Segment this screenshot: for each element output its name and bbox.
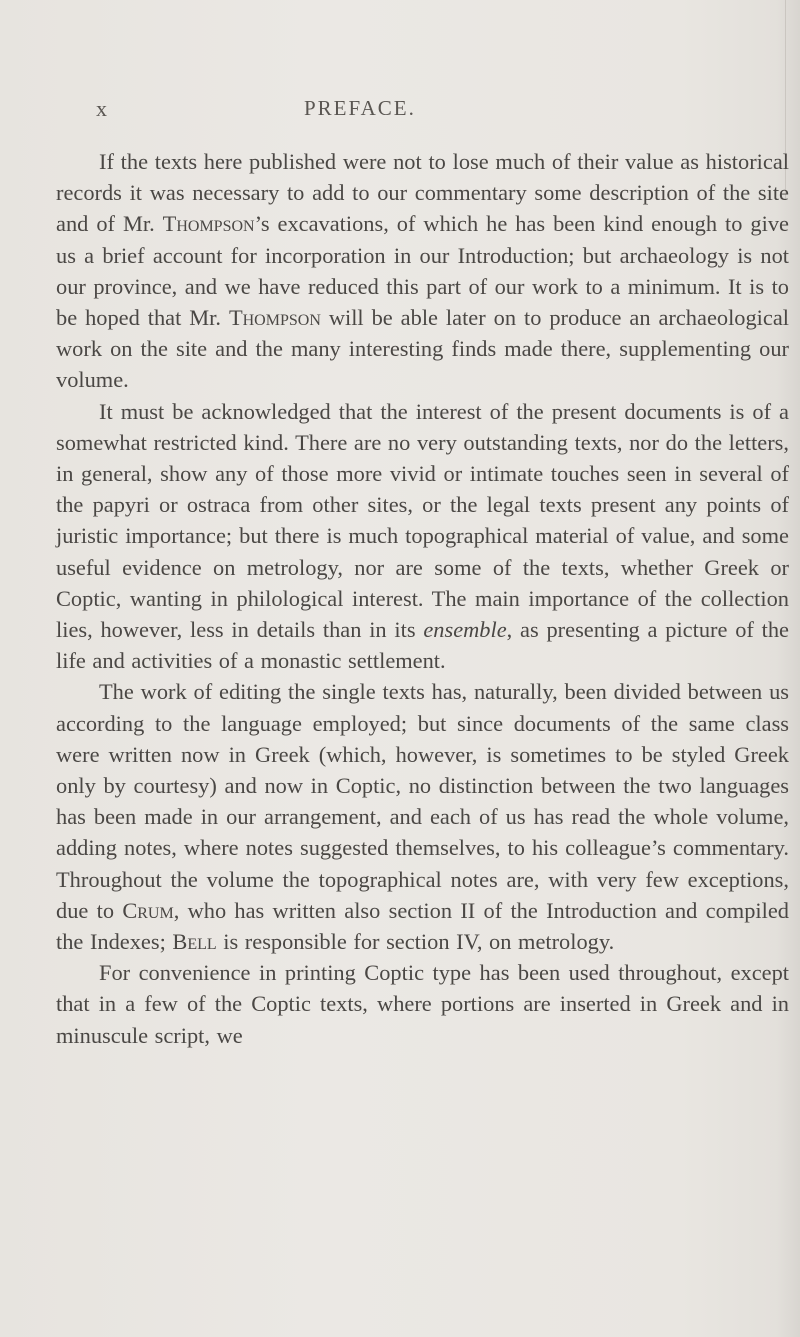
page-number: x bbox=[96, 96, 108, 121]
paragraph bbox=[56, 396, 789, 677]
text-run: ’s excavations, of which he has been kind enough to give us a brief account for incorporation in our Introduction; but archaeology is not our province, and we have reduced this part of our work to a minimum. It is to be hoped that Mr. bbox=[56, 211, 789, 331]
preface-body bbox=[56, 146, 789, 1051]
paragraph bbox=[56, 957, 789, 1051]
text-run: The work of editing the single texts has, naturally, been divided between us according to the language employed; but since documents of the same class were written now in Greek (which, however, is sometimes to be styled Greek only by courtesy) and now in Coptic, no distinction between the two languages has been made in our arrangement, and each of us has read the whole volume, adding notes, where notes suggested themselves, to his colleague’s commentary. Throughout the volume the topographical notes are, with very few exceptions, due to bbox=[56, 679, 789, 923]
running-title: PREFACE. bbox=[304, 96, 416, 120]
text-run: , who has written also section II of the Introduction and compiled the Indexes; bbox=[56, 897, 789, 955]
paragraph bbox=[56, 146, 789, 396]
name-small-caps: Bell bbox=[172, 929, 217, 955]
page-header bbox=[96, 96, 746, 132]
text-run: For convenience in printing Coptic type has been used throughout, except that in a few of the Coptic texts, where portions are inserted in Greek and in minuscule script, we bbox=[56, 960, 789, 1048]
text-run: If the texts here published were not to lose much of their value as historical records it was necessary to add to our commentary some description of the site and of Mr. bbox=[56, 149, 789, 237]
paragraph bbox=[56, 676, 789, 957]
italic-text: ensemble bbox=[423, 617, 507, 643]
text-run: , as presenting a picture of the life and activities of a monastic settlement. bbox=[56, 617, 789, 674]
text-run: It must be acknowledged that the interest of the present documents is of a somewhat restricted kind. There are no very outstanding texts, nor do the letters, in general, show any of those more vivid or intimate touches seen in several of the papyri or ostraca from other sites, or the legal texts present any points of juristic importance; but there is much topographical material of value, and some useful evidence on metrology, nor are some of the texts, whether Greek or Coptic, wanting in philological interest. The main importance of the collection lies, however, less in details than in its bbox=[56, 398, 789, 643]
name-small-caps: Thompson bbox=[228, 305, 321, 331]
text-run: is responsible for section IV, on metrology. bbox=[216, 929, 615, 955]
name-small-caps: Thompson bbox=[162, 211, 255, 237]
name-small-caps: Crum bbox=[122, 897, 174, 923]
text-run: will be able later on to produce an archaeological work on the site and the many interesting finds made there, supplementing our volume. bbox=[56, 305, 790, 393]
